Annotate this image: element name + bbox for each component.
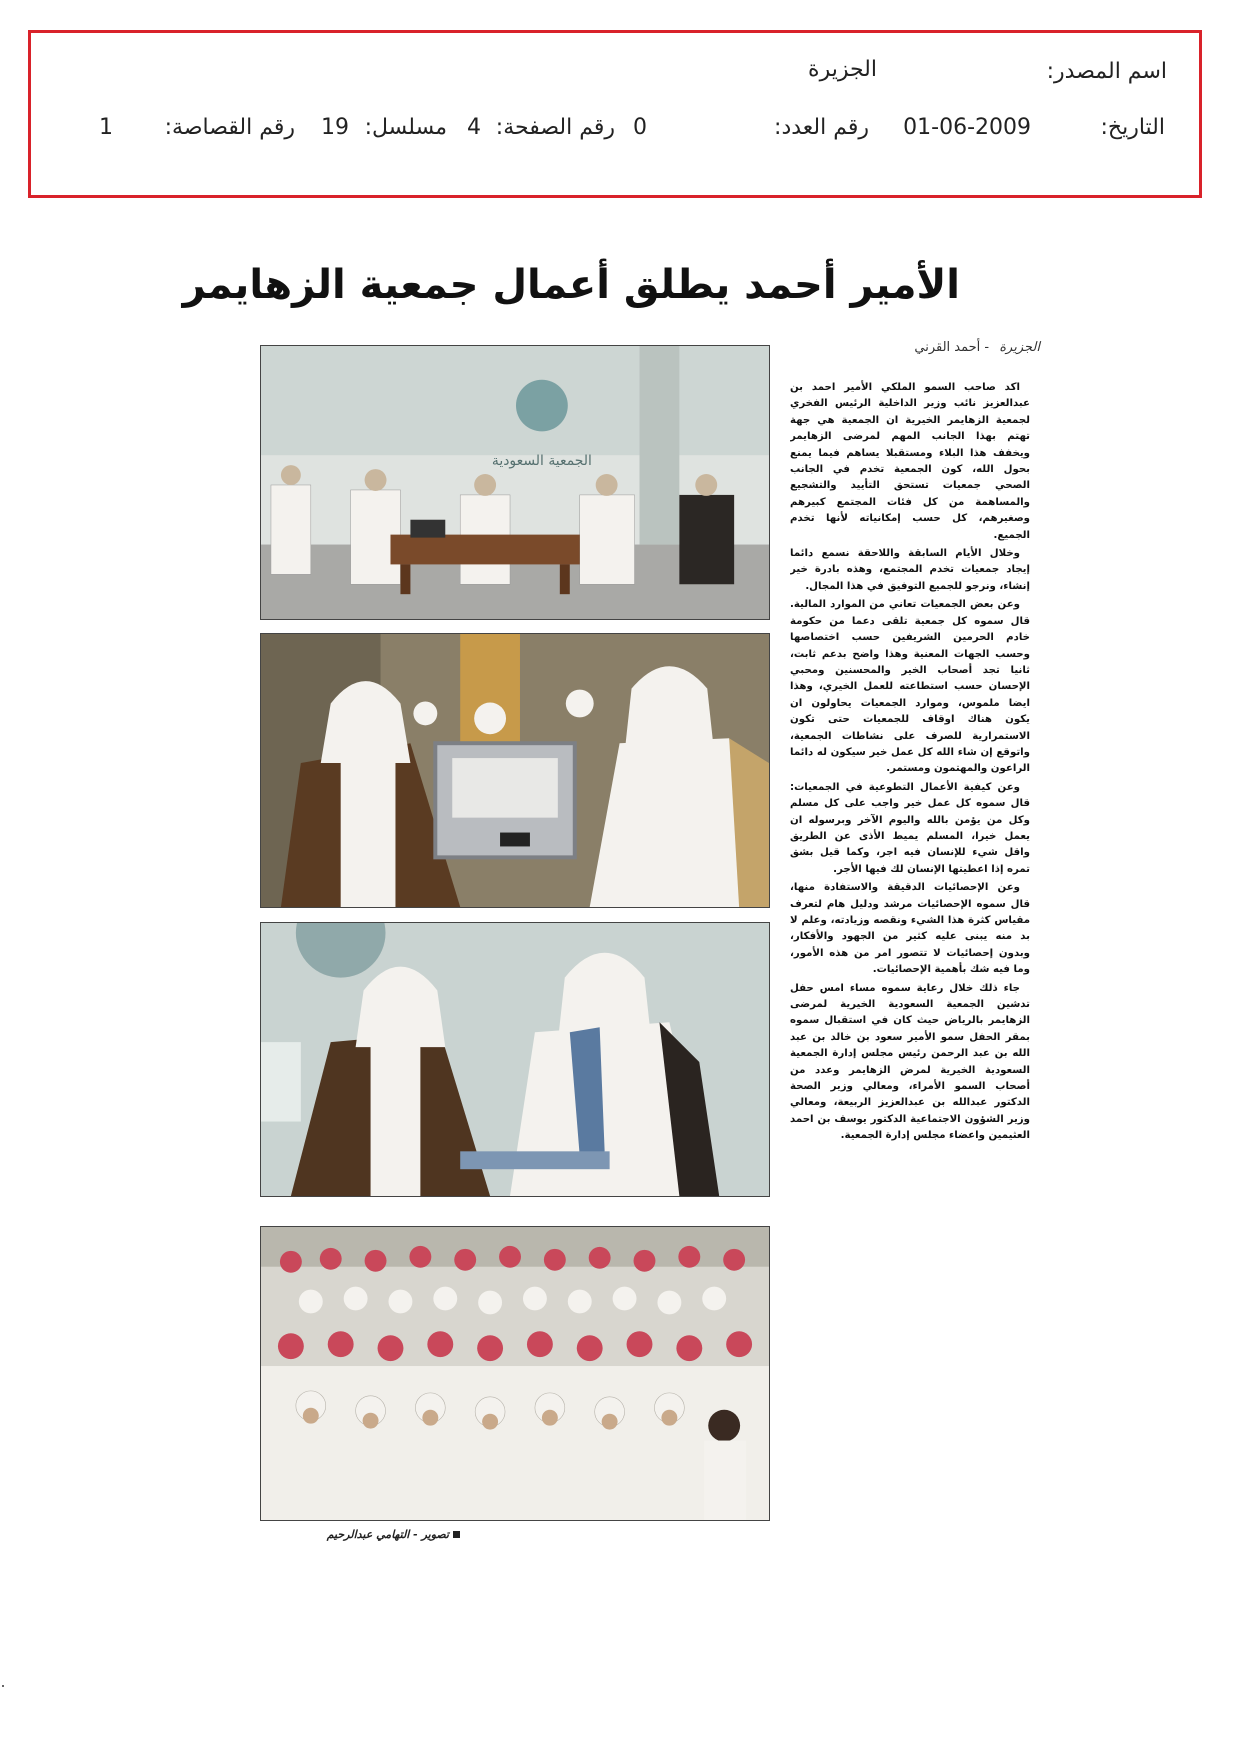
date-value: 01-06-2009 [903, 115, 1031, 140]
source-logo: الجزيرة [999, 340, 1040, 355]
paragraph: جاء ذلك خلال رعاية سموه مساء امس حفل تدشين الجمعية السعودية الخيرية لمرضى الزهايمر بالرياض حيث كان في استقبال سموه بمقر الحفل سمو الأمير سعود بن خالد بن عبد الله بن عبد الرحمن رئيس مجلس إدارة الجمعية السعودية الخيرية لمرض الزهايمر وعدد من أصحاب السمو الأمراء، ومعالي وزير الصحة الدكتور عبدالله بن عبدالعزيز الربيعة، ومعالي وزير الشؤون الاجتماعية الدكتور يوسف بن احمد العثيمين واعضاء مجلس إدارة الجمعية. [790, 982, 1030, 1142]
source-label: اسم المصدر: [1046, 59, 1167, 84]
article-body [790, 380, 1030, 1528]
clip-value: 1 [99, 115, 113, 140]
serial-label: مسلسل: [364, 115, 447, 140]
scan-speck [2, 1685, 4, 1687]
author-name: - أحمد القرني [914, 340, 990, 355]
clip-label: رقم القصاصة: [164, 115, 295, 140]
page-value: 4 [467, 115, 481, 140]
stage-sign-text: الجمعية السعودية [491, 453, 592, 470]
serial-value: 19 [321, 115, 349, 140]
article-headline: الأمير أحمد يطلق أعمال جمعية الزهايمر [182, 262, 960, 308]
paragraph: وعن الإحصائيات الدقيقة والاستفادة منها، قال سموه الإحصائيات مرشد ودليل هام لتعرف مقياس كثرة هذا الشيء ونقصه وزيادته، وعلم لا بد منه يبنى عليه كثير من الجهود والأفكار، وبدون إحصائيات لا تتصور امر من هذه الأمور، وما فيه شك بأهمية الإحصائيات. [790, 882, 1030, 976]
page-label: رقم الصفحة: [495, 115, 615, 140]
photo-stage-panel [260, 345, 770, 620]
issue-value: 0 [633, 115, 647, 140]
caption-bullet [453, 1531, 460, 1538]
article-byline [840, 340, 1040, 355]
paragraph: وعن كيفية الأعمال التطوعية في الجمعيات: قال سموه كل عمل خير واجب على كل مسلم وكل من يؤمن بالله واليوم الآخر وبرسوله ان يعمل خيرا، المسلم يميط الأذى عن الطريق واقل شيء للإنسان فيه اجر، وكما قيل بشق تمره إذا اعطيتها الإنسان لك فيها الأجر. [790, 781, 1030, 875]
caption-text: تصوير - التهامي عبدالرحيم [326, 1528, 449, 1541]
photo-credit-caption [260, 1528, 460, 1541]
issue-label: رقم العدد: [774, 115, 869, 140]
photo-group [260, 1226, 770, 1521]
photo-plaque-presentation [260, 633, 770, 908]
paragraph: اكد صاحب السمو الملكي الأمير احمد بن عبدالعزيز نائب وزير الداخلية الرئيس الفخري لجمعية الزهايمر الخيرية ان الجمعية هي جهة تهتم بهذا الجانب المهم لمرضى الزهايمر ويخفف هذا البلاء ومستقبلا يساهم فيما يمنع بحول الله، كون الجمعية تخدم في الجانب الصحي جمعيات تستحق التأييد والتشجيع والمساهمة من كل فئات المجتمع كبيرهم وصغيرهم، كل حسب إمكانياته لأنها تخدم الجميع. [790, 382, 1030, 541]
photo-shield-presentation [260, 922, 770, 1197]
date-label: التاريخ: [1100, 115, 1165, 140]
paragraph: وخلال الأيام السابقة واللاحقة نسمع دائما إيجاد جمعيات تخدم المجتمع، وهذه بادرة خير إنشاء، ونرجو للجميع التوفيق في هذا المجال. [790, 548, 1030, 592]
clipping-metadata-box [28, 30, 1202, 198]
paragraph: وعن بعض الجمعيات تعاني من الموارد المالية. قال سموه كل جمعية تلقى دعما من حكومة خادم الحرمين الشريفين حسب اختصاصها وحسب الجهات المعنية وهذا واضح بدعم ثابت، ثانيا تجد أصحاب الخير والمحسنين ومحبي الإحسان حسب استطاعته للعمل الخيري، وهذا ايضا ملموس، وموارد الجمعيات يحاولون ان يكون هناك اوقاف للجمعيات حتى تكون الاستمرارية للصرف على نشاطات الجمعية، واتوقع إن شاء الله كل عمل خير سيكون له دائما الراعون والمهتمون ومستمر. [790, 599, 1030, 775]
source-value: الجزيرة [808, 57, 877, 82]
